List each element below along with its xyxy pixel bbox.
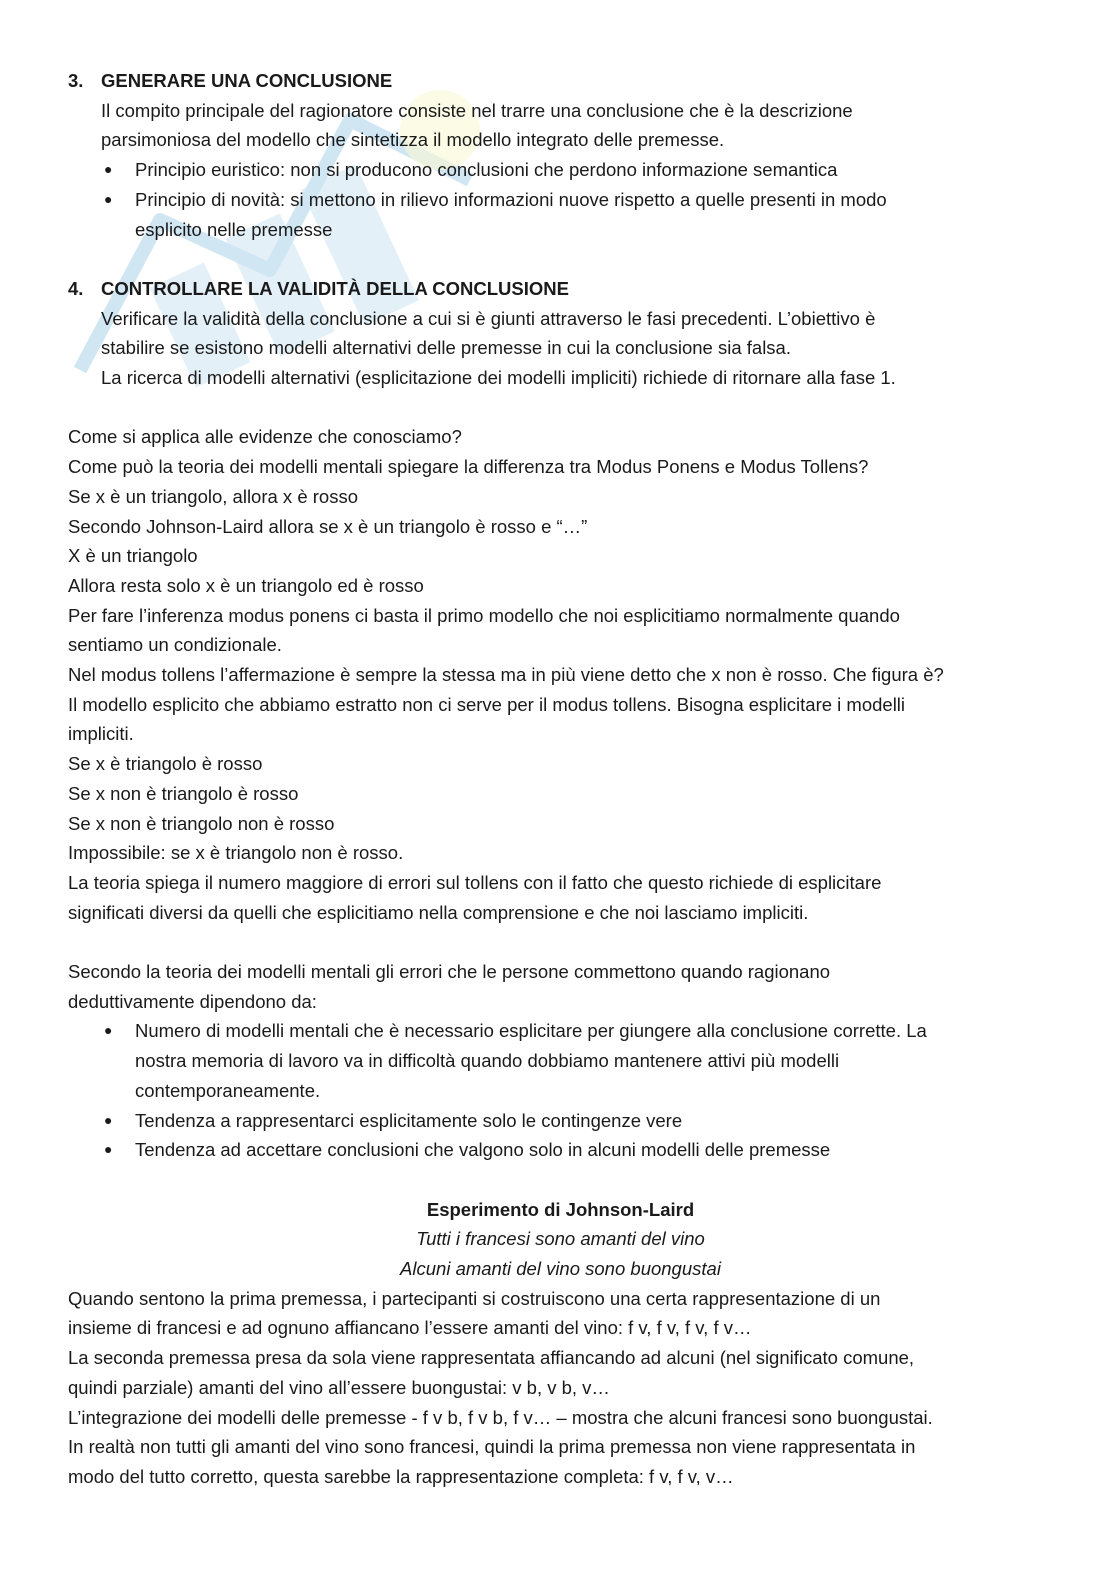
text-line: Come può la teoria dei modelli mentali spiegare la differenza tra Modus Ponens e Modus Tollens? <box>68 456 869 478</box>
text-line: La ricerca di modelli alternativi (esplicitazione dei modelli impliciti) richiede di ritornare alla fase 1. <box>101 367 896 389</box>
bullet-icon: ● <box>104 1141 113 1158</box>
bullet-icon: ● <box>104 1022 113 1039</box>
text-line: Allora resta solo x è un triangolo ed è rosso <box>68 574 424 596</box>
section-title: GENERARE UNA CONCLUSIONE <box>101 70 393 91</box>
text-line: Il compito principale del ragionatore consiste nel trarre una conclusione che è la descrizione <box>101 99 853 121</box>
section-number: 3. <box>68 70 84 91</box>
experiment-title: Esperimento di Johnson-Laird <box>426 1198 695 1220</box>
text-line: Secondo Johnson-Laird allora se x è un triangolo è rosso e “…” <box>68 515 588 537</box>
bullet-icon: ● <box>104 190 113 207</box>
section-body <box>68 304 1053 393</box>
text-line: Principio euristico: non si producono conclusioni che perdono informazione semantica <box>135 159 838 181</box>
text-line: Principio di novità: si mettono in rilievo informazioni nuove rispetto a quelle presenti in modo <box>135 188 887 210</box>
text-line: Quando sentono la prima premessa, i partecipanti si costruiscono una certa rappresentazione di un <box>68 1287 881 1309</box>
text-line: La seconda premessa presa da sola viene rappresentata affiancando ad alcuni (nel significato comune, <box>68 1347 915 1369</box>
text-line: Tendenza ad accettare conclusioni che valgono solo in alcuni modelli delle premesse <box>135 1139 831 1161</box>
text-line: sentiamo un condizionale. <box>68 634 282 656</box>
text-line: significati diversi da quelli che esplicitiamo nella comprensione e che noi lasciamo impliciti. <box>68 901 809 923</box>
section-heading <box>68 274 1053 304</box>
text-line: insieme di francesi e ad ognuno affiancano l’essere amanti del vino: f v, f v, f v, f v… <box>68 1317 752 1339</box>
bullet-icon: ● <box>104 161 113 178</box>
document-page <box>68 66 1053 1492</box>
text-line: Se x è triangolo è rosso <box>68 753 263 775</box>
list-item <box>68 1016 1053 1105</box>
list-item <box>68 1135 1053 1165</box>
paragraph-errors <box>68 957 1053 1016</box>
bullet-list <box>68 1016 1053 1165</box>
text-line: Il modello esplicito che abbiamo estratto non ci serve per il modus tollens. Bisogna esplicitare i modelli <box>68 693 906 715</box>
text-line: Numero di modelli mentali che è necessario esplicitare per giungere alla conclusione corrette. La <box>135 1020 927 1042</box>
text-line: In realtà non tutti gli amanti del vino sono francesi, quindi la prima premessa non viene rappresentata in <box>68 1436 916 1458</box>
list-item <box>68 155 1053 185</box>
text-line: modo del tutto corretto, questa sarebbe la rappresentazione completa: f v, f v, v… <box>68 1465 734 1487</box>
text-line: Se x è un triangolo, allora x è rosso <box>68 485 358 507</box>
text-line: Come si applica alle evidenze che conosciamo? <box>68 426 462 448</box>
text-line: impliciti. <box>68 723 134 745</box>
text-line: Verificare la validità della conclusione a cui si è giunti attraverso le fasi precedenti. L’obiettivo è <box>101 307 876 329</box>
text-line: quindi parziale) amanti del vino all’essere buongustai: v b, v b, v… <box>68 1376 610 1398</box>
text-line: Nel modus tollens l’affermazione è sempre la stessa ma in più viene detto che x non è rosso. Che figura è? <box>68 664 944 686</box>
text-line: Secondo la teoria dei modelli mentali gli errori che le persone commettono quando ragionano <box>68 961 831 983</box>
section-title: CONTROLLARE LA VALIDITÀ DELLA CONCLUSIONE <box>101 277 569 299</box>
section-heading <box>68 66 1053 96</box>
text-line: Per fare l’inferenza modus ponens ci basta il primo modello che noi esplicitiamo normalmente quando <box>68 604 900 626</box>
text-line: deduttivamente dipendono da: <box>68 990 317 1012</box>
section-number: 4. <box>68 277 84 299</box>
text-line: nostra memoria di lavoro va in difficoltà quando dobbiamo mantenere attivi più modelli <box>135 1050 840 1072</box>
section-body <box>68 96 1053 155</box>
text-line: esplicito nelle premesse <box>135 218 333 240</box>
text-line: L’integrazione dei modelli delle premesse - f v b, f v b, f v… – mostra che alcuni francesi sono buongustai. <box>68 1406 933 1428</box>
experiment-body <box>68 1284 1053 1492</box>
text-line: X è un triangolo <box>68 545 198 567</box>
experiment-premise: Tutti i francesi sono amanti del vino <box>416 1228 705 1250</box>
bullet-list <box>68 155 1053 244</box>
text-line: Impossibile: se x è triangolo non è rosso. <box>68 842 404 864</box>
text-line: stabilire se esistono modelli alternativi delle premesse in cui la conclusione sia falsa. <box>101 337 791 359</box>
paragraph-modus-tollens <box>68 422 1053 927</box>
text-line: contemporaneamente. <box>135 1079 321 1101</box>
text-line: La teoria spiega il numero maggiore di errori sul tollens con il fatto che questo richiede di esplicitare <box>68 871 882 893</box>
text-line: Tendenza a rappresentarci esplicitamente solo le contingenze vere <box>135 1109 683 1131</box>
text-line: parsimoniosa del modello che sintetizza il modello integrato delle premesse. <box>101 129 725 151</box>
bullet-icon: ● <box>104 1111 113 1128</box>
text-line: Se x non è triangolo non è rosso <box>68 812 335 834</box>
text-line: Se x non è triangolo è rosso <box>68 782 299 804</box>
list-item <box>68 1106 1053 1136</box>
experiment-premise: Alcuni amanti del vino sono buongustai <box>400 1258 721 1280</box>
list-item <box>68 185 1053 244</box>
